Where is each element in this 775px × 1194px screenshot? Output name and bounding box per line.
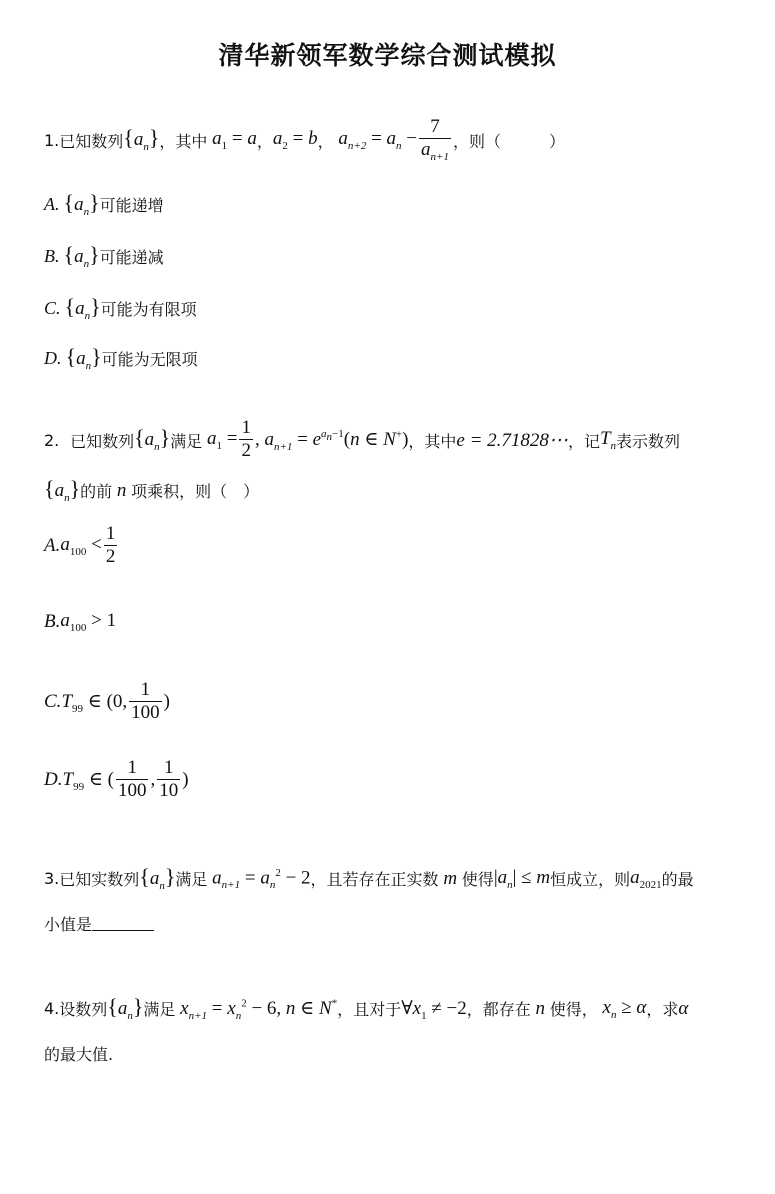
question-1-stem: 1. 已知数列 $\{a_n\}$ ，其中 $a_1 = a$ ， $a_2 = b$ ， $a_{n+2} = a_n$ − $\frac{7}{a_{n+1}}$ ，则（ ） [44, 115, 565, 163]
question-1-option-b[interactable]: B. $\{a_n\}$ 可能递减 [44, 242, 164, 270]
question-1-option-d[interactable]: D. $\{a_n\}$ 可能为无限项 [44, 344, 198, 372]
question-2-stem-line-1: 2. 已知数列 $\{a_n\}$ 满足 $a_1$ = $\frac{1}{2}$ , $a_{n+1} = e^{a_n-1}(n$ ∈ N+) ，其中 e = 2.71828⋯ ，记 $T_n$ 表示数列 [44, 417, 681, 462]
question-4-stem-line-1: 4. 设数列 $\{a_n\}$ 满足 $x_{n+1} = x_n^2 - 6$, n ∈ N* ，且对于 $\forall x_1 \ne -2$ ，都存在 n 使得， $x_n \ge \alpha$ ，求 α [44, 994, 689, 1022]
question-3-stem-line-2: 小值是 [44, 912, 154, 935]
question-2-option-d[interactable]: D. $T_{99}$ ∈ ( $\frac{1}{100}$ , $\frac{1}{10}$ ) [44, 757, 189, 802]
question-2-option-c[interactable]: C. $T_{99}$ ∈ (0, $\frac{1}{100}$ ) [44, 679, 170, 724]
page-title: 清华新领军数学综合测试模拟 [218, 41, 557, 70]
question-4-stem-line-2: 的最大值. [44, 1045, 114, 1064]
question-2-option-a[interactable]: A. $a_{100}$ < $\frac{1}{2}$ [44, 523, 116, 568]
question-1-option-a[interactable]: A. $\{a_n\}$ 可能递增 [44, 190, 164, 218]
answer-blank[interactable] [92, 916, 154, 931]
question-2-stem-line-2: $\{a_n\}$ 的前 n 项乘积，则（ ） [44, 476, 260, 504]
question-3-stem-line-1: 3. 已知实数列 $\{a_n\}$ 满足 $a_{n+1} = a_n^2 - 2$ ，且若存在正实数 m 使得 $|a_n| \le m$ 恒成立，则 $a_{2021}$ 的最 [44, 864, 694, 892]
question-1-option-c[interactable]: C. $\{a_n\}$ 可能为有限项 [44, 294, 197, 322]
question-2-option-b[interactable]: B. $a_{100} > 1$ [44, 610, 117, 634]
